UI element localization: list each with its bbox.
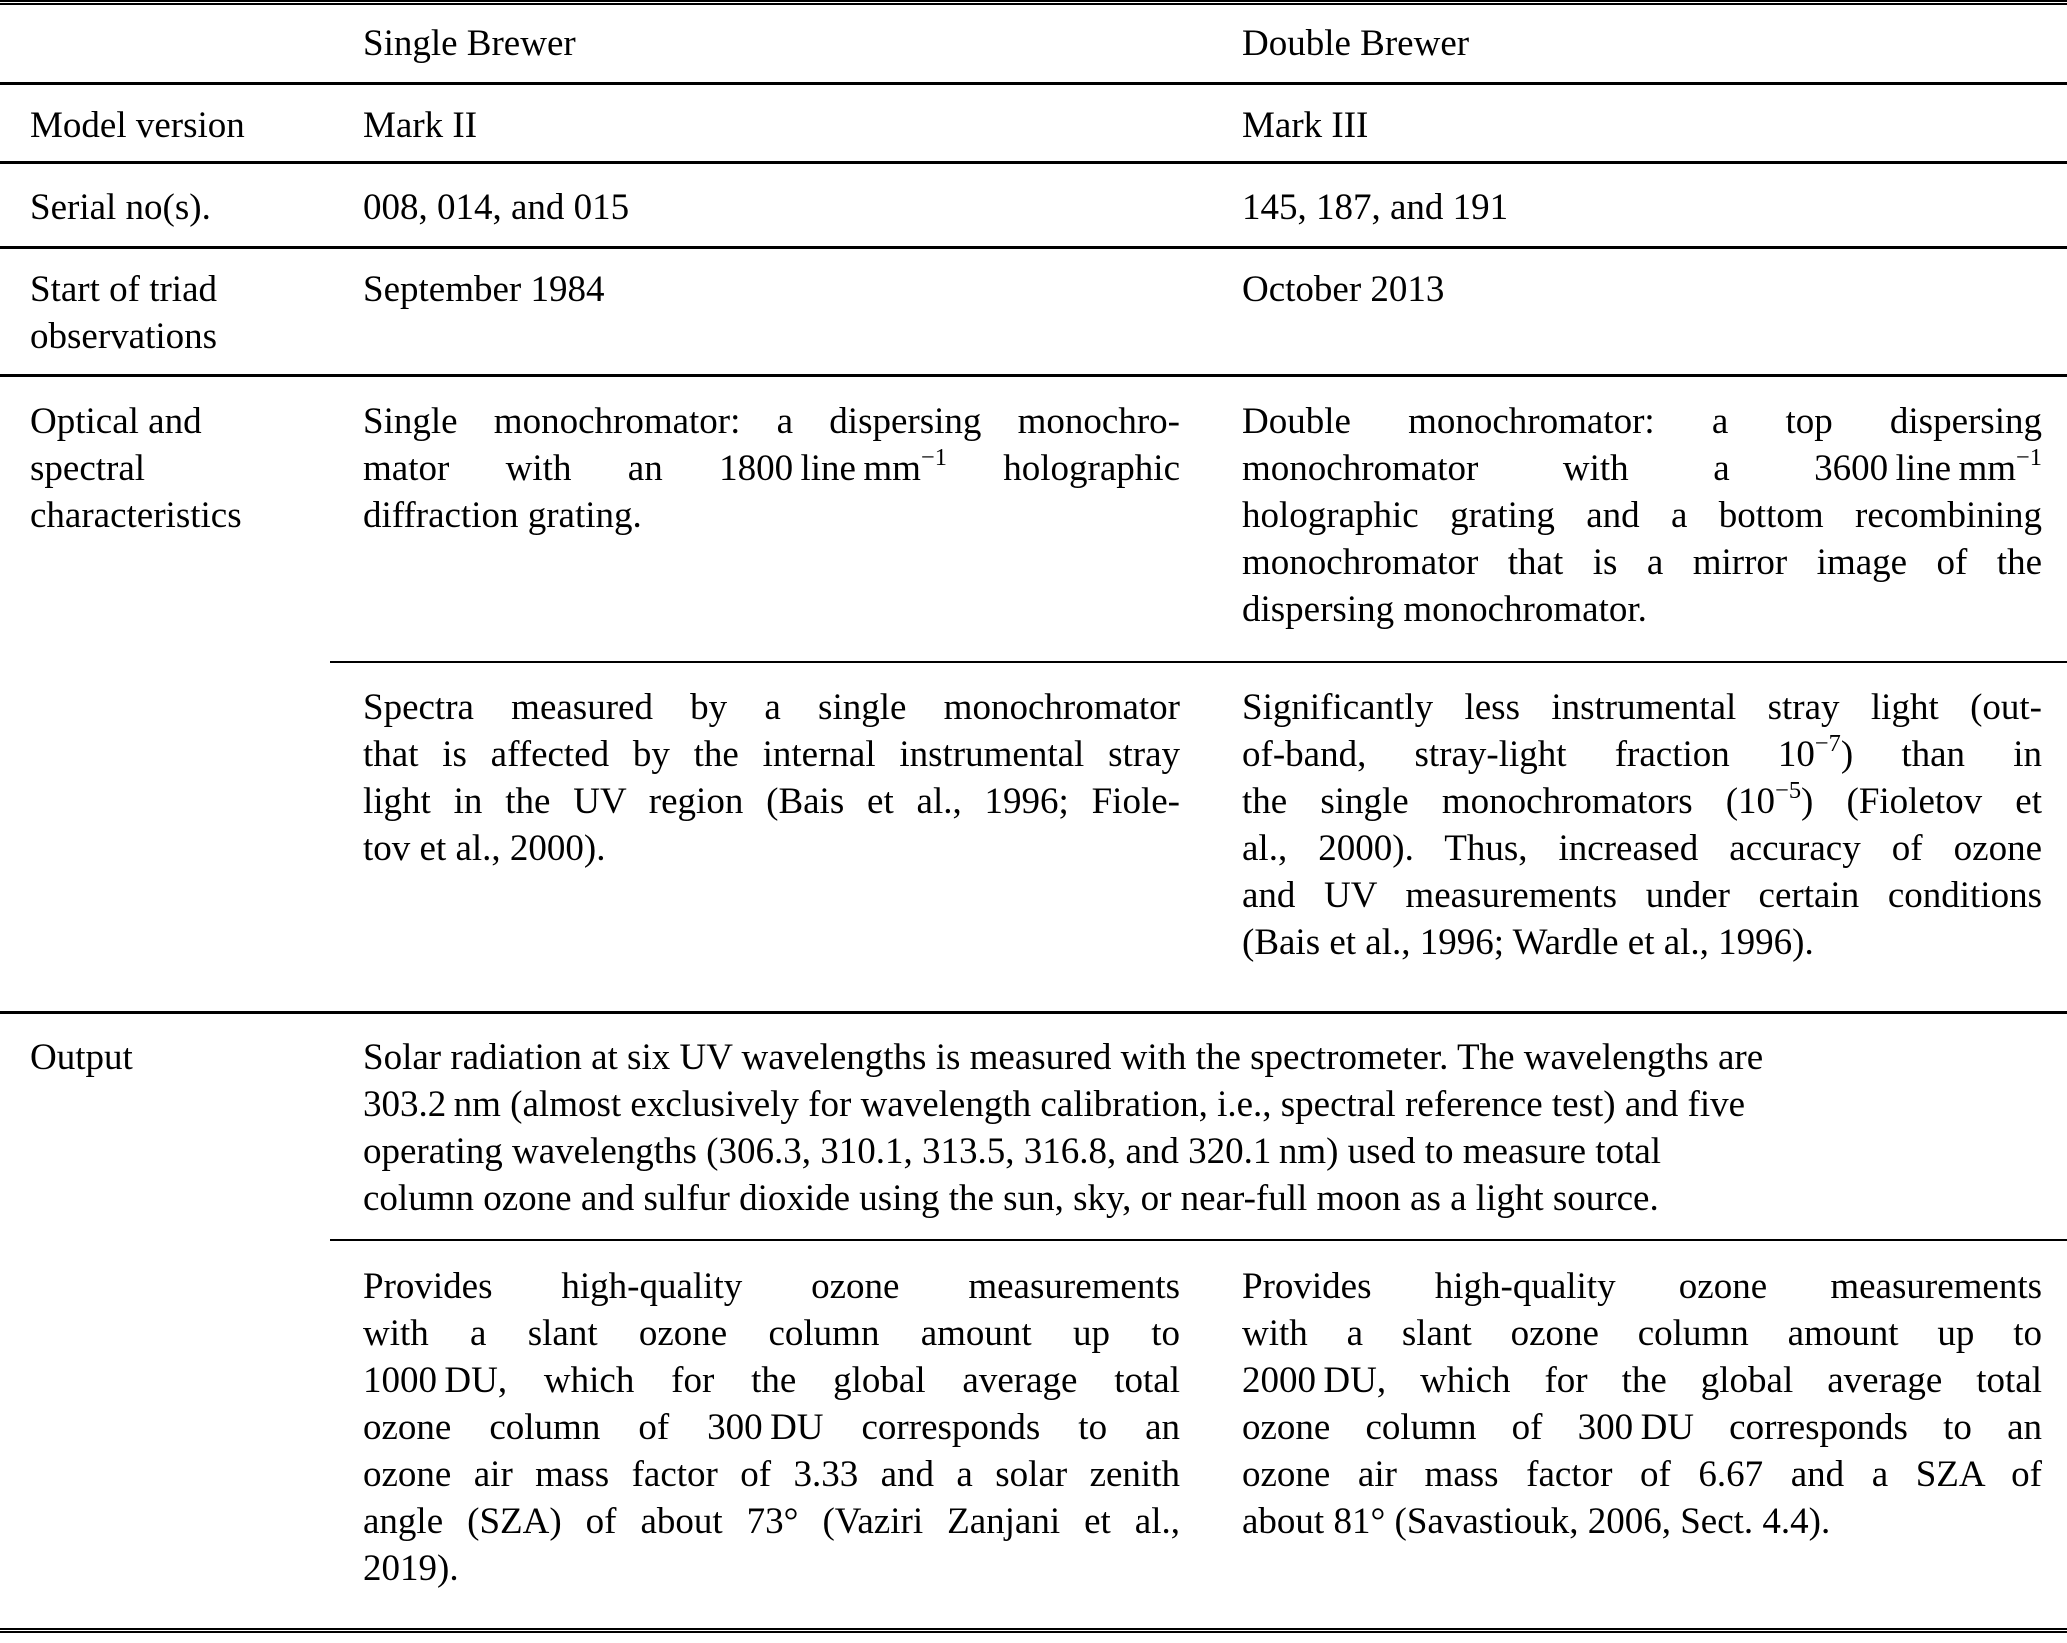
- text-line: characteristics: [30, 495, 242, 536]
- text-line: Provides high-quality ozone measurements: [1242, 1266, 2042, 1307]
- cell-optical-monochromator-single: [330, 398, 1205, 539]
- text-line: Solar radiation at six UV wavelengths is measured with the spectrometer. The wavelengths are: [363, 1037, 1764, 1078]
- table-row-output: [0, 1014, 2067, 1239]
- cell-stray-light-double: [1205, 684, 2067, 966]
- text-line: monochromator with a 3600 line $mm^{-1}$: [1242, 443, 2042, 489]
- text-line: 1000 DU, which for the global average total: [363, 1360, 1180, 1401]
- text-line: operating wavelengths (306.3, 310.1, 313.5, 316.8, and 320.1 nm) used to measure total: [363, 1131, 1662, 1172]
- text-line: dispersing monochromator.: [1242, 589, 1647, 630]
- text-line: the single monochromators $(10^{-5})$ (Fioletov et: [1242, 776, 2042, 822]
- text-line: with a slant ozone column amount up to: [363, 1313, 1180, 1354]
- text-line: with a slant ozone column amount up to: [1242, 1313, 2042, 1354]
- row-label-output: Output: [30, 1037, 133, 1078]
- text-line: mator with an 1800 line $mm^{-1}$ holographic: [363, 443, 1180, 489]
- text-line: diffraction grating.: [363, 495, 642, 536]
- text-line: ozone air mass factor of 3.33 and a solar zenith: [363, 1454, 1180, 1495]
- table-row-ozone-measurements: [0, 1241, 2067, 1628]
- table-row-stray-light: [0, 663, 2067, 1011]
- column-header-single-brewer: Single Brewer: [363, 23, 576, 64]
- text-line: Start of triad: [30, 269, 218, 310]
- text-line: observations: [30, 316, 218, 357]
- row-label-serial-numbers: Serial no(s).: [30, 187, 211, 228]
- text-line: 2000 DU, which for the global average total: [1242, 1360, 2042, 1401]
- text-line: Spectra measured by a single monochromator: [363, 687, 1180, 728]
- text-line: about 81° (Savastiouk, 2006, Sect. 4.4).: [1242, 1501, 1831, 1542]
- text-line: Double monochromator: a top dispersing: [1242, 401, 2042, 442]
- text-line: 2019).: [363, 1548, 459, 1589]
- cell-serial-double: 145, 187, and 191: [1242, 187, 1509, 228]
- table-row-optical-characteristics: [0, 377, 2067, 661]
- cell-stray-light-single: [330, 684, 1205, 872]
- text-line: ozone column of 300 DU corresponds to an: [363, 1407, 1180, 1448]
- text-line: that is affected by the internal instrumental stray: [363, 734, 1180, 775]
- text-line: ozone air mass factor of 6.67 and a SZA of: [1242, 1454, 2042, 1495]
- cell-ozone-measurements-double: [1205, 1263, 2067, 1545]
- text-line: holographic grating and a bottom recombining: [1242, 495, 2042, 536]
- text-line: (Bais et al., 1996; Wardle et al., 1996).: [1242, 922, 1814, 963]
- text-line: tov et al., 2000).: [363, 828, 606, 869]
- text-line: Significantly less instrumental stray light (out-: [1242, 687, 2042, 728]
- row-label-optical-characteristics: [0, 398, 330, 539]
- cell-ozone-measurements-single: [330, 1263, 1205, 1592]
- text-line: of-band, stray-light fraction $10^{-7}$) than in: [1242, 729, 2042, 775]
- text-line: light in the UV region (Bais et al., 1996; Fiole-: [363, 781, 1180, 822]
- text-line: Provides high-quality ozone measurements: [363, 1266, 1180, 1307]
- table-row-model-version: [0, 85, 2067, 161]
- row-label-triad-start: [0, 266, 330, 360]
- text-line: spectral: [30, 448, 146, 489]
- table-row-serial-numbers: [0, 164, 2067, 246]
- row-label-model-version: Model version: [30, 105, 245, 146]
- cell-serial-single: 008, 014, and 015: [363, 187, 630, 228]
- text-line: and UV measurements under certain conditions: [1242, 875, 2042, 916]
- text-line: column ozone and sulfur dioxide using the sun, sky, or near-full moon as a light source.: [363, 1178, 1659, 1219]
- cell-optical-monochromator-double: [1205, 398, 2067, 633]
- text-line: monochromator that is a mirror image of the: [1242, 542, 2042, 583]
- text-line: ozone column of 300 DU corresponds to an: [1242, 1407, 2042, 1448]
- text-line: 303.2 nm (almost exclusively for wavelength calibration, i.e., spectral reference test) and five: [363, 1084, 1746, 1125]
- cell-triad-double: October 2013: [1242, 269, 1445, 310]
- text-line: angle (SZA) of about 73° (Vaziri Zanjani et al.,: [363, 1501, 1180, 1542]
- cell-output-wavelengths: [330, 1034, 2067, 1222]
- table-header-row: [0, 5, 2067, 82]
- column-header-double-brewer: Double Brewer: [1242, 23, 1470, 64]
- text-line: Optical and: [30, 401, 202, 442]
- cell-model-double: Mark III: [1242, 105, 1369, 146]
- text-line: Single monochromator: a dispersing monochro-: [363, 401, 1180, 442]
- cell-triad-single: September 1984: [363, 269, 605, 310]
- table-bottom-rule: [0, 1628, 2067, 1633]
- text-line: al., 2000). Thus, increased accuracy of ozone: [1242, 828, 2042, 869]
- cell-model-single: Mark II: [363, 105, 478, 146]
- table-row-triad-start: [0, 249, 2067, 374]
